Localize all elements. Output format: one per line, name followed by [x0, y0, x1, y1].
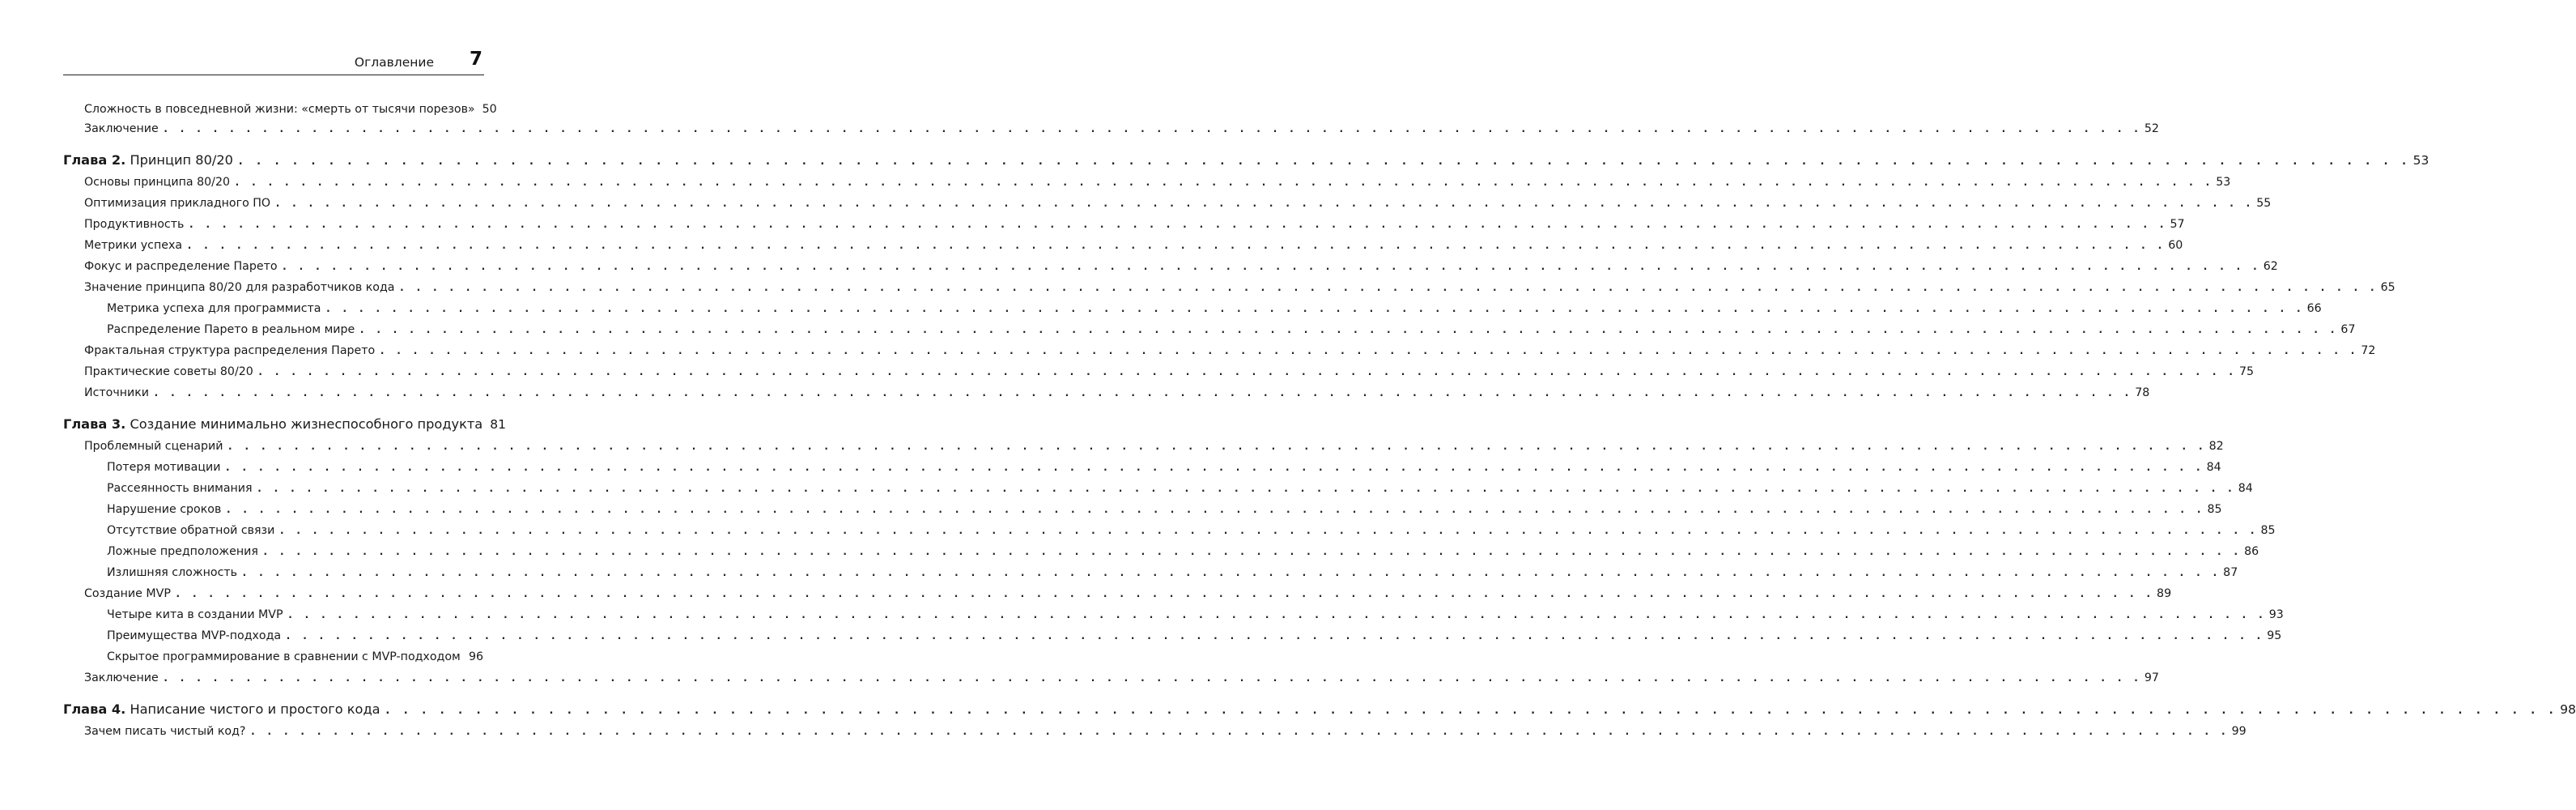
toc-entry[interactable] [84, 194, 2272, 213]
chapter-number: Глава 4. [63, 701, 126, 717]
toc-entry[interactable] [84, 279, 2395, 297]
dot-leader: . . . . . . . . . . . . . . . . . . . . . . . . . . . . . . . . . . . . . . . . . . . . . . . . . . . . . . . . . . . . . . . . . . . . . . . . . . . . . . . . . . . . . . . . . . . . . . . . . . . . . . . . . . . . . . . . . . . . . . . . [227, 441, 2206, 453]
toc-entry[interactable] [84, 120, 2159, 139]
dot-leader: . . . . . . . . . . . . . . . . . . . . . . . . . . . . . . . . . . . . . . . . . . . . . . . . . . . . . . . . . . . . . . . . . . . . . . . . . . . . . . . . . . . . . . . . . . . . . . . . . . . . . . . . . . . . . . . . . . . . . . . . [384, 704, 2557, 717]
toc-entry-label [84, 279, 394, 296]
toc-page-number: 81 [490, 417, 506, 432]
dot-leader: . . . . . . . . . . . . . . . . . . . . . . . . . . . . . . . . . . . . . . . . . . . . . . . . . . . . . . . . . . . . . . . . . . . . . . . . . . . . . . . . . . . . . . . . . . . . . . . . . . . . . . . . . . . . . . . . . . . . . . . . [186, 240, 2166, 252]
toc-entry-title: Четыре кита в создании MVP [107, 608, 283, 621]
toc-entry-label [84, 363, 253, 381]
dot-leader: . . . . . . . . . . . . . . . . . . . . . . . . . . . . . . . . . . . . . . . . . . . . . . . . . . . . . . . . . . . . . . . . . . . . . . . . . . . . . . . . . . . . . . . . . . . . . . . . . . . . . . . . . . . . . . . . . . . . . . . . [281, 261, 2260, 273]
toc-entry-label [84, 215, 184, 233]
toc-entry-label [63, 701, 380, 718]
toc-page-number: 84 [2238, 482, 2253, 495]
toc-page-number: 53 [2412, 153, 2429, 168]
toc-entry-title: Практические советы 80/20 [84, 365, 253, 378]
toc-entry-label [107, 648, 461, 666]
toc-entry-label [107, 627, 281, 645]
toc-entry[interactable] [107, 501, 2222, 519]
toc-page-number: 60 [2168, 239, 2183, 252]
toc-entry[interactable] [107, 564, 2238, 582]
toc-page-number: 62 [2263, 260, 2278, 273]
toc-chapter-entry[interactable] [63, 416, 506, 434]
toc-entry[interactable] [107, 300, 2322, 318]
toc-entry-title: Фокус и распределение Парето [84, 260, 278, 273]
page-number: 7 [469, 49, 482, 70]
toc-page-number: 67 [2340, 323, 2356, 336]
dot-leader: . . . . . . . . . . . . . . . . . . . . . . . . . . . . . . . . . . . . . . . . . . . . . . . . . . . . . . . . . . . . . . . . . . . . . . . . . . . . . . . . . . . . . . . . . . . . . . . . . . . . . . . . . . . . . . . . . . . . . . . . [257, 366, 2236, 378]
toc-entry[interactable] [84, 215, 2185, 234]
dot-leader: . . . . . . . . . . . . . . . . . . . . . . . . . . . . . . . . . . . . . . . . . . . . . . . . . . . . . . . . . . . . . . . . . . . . . . . . . . . . . . . . . . . . . . . . . . . . . . . . . . . . . . . . . . . . . . . . . . . . . . . . [225, 504, 2204, 516]
toc-entry-title: Нарушение сроков [107, 503, 222, 516]
header-title: Оглавление [354, 55, 434, 70]
toc-entry-title: Создание MVP [84, 587, 171, 600]
toc-page-number: 84 [2206, 461, 2221, 474]
toc-entry-title: Создание минимально жизнеспособного продукта [130, 416, 483, 432]
toc-entry-title: Распределение Парето в реальном мире [107, 323, 355, 336]
toc-entry[interactable] [107, 543, 2259, 561]
toc-entry[interactable] [107, 480, 2253, 498]
toc-entry-title: Потеря мотивации [107, 461, 221, 474]
toc-entry[interactable] [84, 585, 2172, 603]
dot-leader: . . . . . . . . . . . . . . . . . . . . . . . . . . . . . . . . . . . . . . . . . . . . . . . . . . . . . . . . . . . . . . . . . . . . . . . . . . . . . . . . . . . . . . . . . . . . . . . . . . . . . . . . . . . . . . . . . . . . . . . . [261, 546, 2242, 558]
toc-entry-label [84, 237, 182, 254]
dot-leader: . . . . . . . . . . . . . . . . . . . . . . . . . . . . . . . . . . . . . . . . . . . . . . . . . . . . . . . . . . . . . . . . . . . . . . . . . . . . . . . . . . . . . . . . . . . . . . . . . . . . . . . . . . . . . . . . . . . . . . . . [224, 462, 2204, 474]
toc-entry-title: Проблемный сценарий [84, 440, 223, 453]
toc-entry-label [84, 173, 230, 191]
toc-entry[interactable] [107, 321, 2356, 339]
toc-entry-title: Отсутствие обратной связи [107, 524, 275, 537]
toc-page-number: 95 [2267, 629, 2282, 642]
toc-entry-label [107, 501, 221, 518]
toc-entry[interactable] [84, 342, 2376, 360]
toc-entry-label [84, 585, 171, 603]
toc-page-number: 85 [2207, 503, 2222, 516]
toc-entry-label [107, 458, 220, 476]
toc-page-number: 57 [2170, 218, 2185, 231]
dot-leader: . . . . . . . . . . . . . . . . . . . . . . . . . . . . . . . . . . . . . . . . . . . . . . . . . . . . . . . . . . . . . . . . . . . . . . . . . . . . . . . . . . . . . . . . . . . . . . . . . . . . . . . . . . . . . . . . . . . . . . . . [285, 630, 2264, 642]
dot-leader: . . . . . . . . . . . . . . . . . . . . . . . . . . . . . . . . . . . . . . . . . . . . . . . . . . . . . . . . . . . . . . . . . . . . . . . . . . . . . . . . . . . . . . . . . . . . . . . . . . . . . . . . . . . . . . . . . . . . . . . . [236, 155, 2410, 168]
toc-entry-label [84, 723, 245, 740]
toc-entry-label [84, 342, 375, 360]
toc-entry-title: Значение принципа 80/20 для разработчиков кода [84, 281, 395, 294]
toc-page-number: 89 [2157, 587, 2172, 600]
toc-entry-title: Метрики успеха [84, 239, 183, 252]
toc-entry-title: Преимущества MVP-подхода [107, 629, 282, 642]
dot-leader: . . . . . . . . . . . . . . . . . . . . . . . . . . . . . . . . . . . . . . . . . . . . . . . . . . . . . . . . . . . . . . . . . . . . . . . . . . . . . . . . . . . . . . . . . . . . . . . . . . . . . . . . . . . . . . . . . . . . . . . . [274, 198, 2254, 210]
chapter-number: Глава 2. [63, 152, 126, 168]
toc-entry-label [107, 300, 321, 318]
dot-leader: . . . . . . . . . . . . . . . . . . . . . . . . . . . . . . . . . . . . . . . . . . . . . . . . . . . . . . . . . . . . . . . . . . . . . . . . . . . . . . . . . . . . . . . . . . . . . . . . . . . . . . . . . . . . . . . . . . . . . . . . [359, 324, 2338, 336]
toc-entry[interactable] [84, 237, 2183, 255]
toc-entry-title: Скрытое программирование в сравнении с MVP-подходом [107, 650, 461, 663]
toc-entry-title: Написание чистого и простого кода [130, 701, 380, 717]
toc-page-number: 93 [2268, 608, 2284, 621]
toc-entry[interactable] [84, 669, 2159, 688]
dot-leader: . . . . . . . . . . . . . . . . . . . . . . . . . . . . . . . . . . . . . . . . . . . . . . . . . . . . . . . . . . . . . . . . . . . . . . . . . . . . . . . . . . . . . . . . . . . . . . . . . . . . . . . . . . . . . . . . . . . . . . . . [162, 672, 2141, 684]
toc-entry-label [84, 384, 149, 402]
toc-entry-title: Заключение [84, 671, 159, 684]
dot-leader: . . . . . . . . . . . . . . . . . . . . . . . . . . . . . . . . . . . . . . . . . . . . . . . . . . . . . . . . . . . . . . . . . . . . . . . . . . . . . . . . . . . . . . . . . . . . . . . . . . . . . . . . . . . . . . . . . . . . . . . . [153, 387, 2132, 399]
toc-entry-label [84, 120, 159, 138]
toc-entry[interactable] [107, 522, 2276, 540]
toc-entry-label [107, 606, 283, 624]
dot-leader: . . . . . . . . . . . . . . . . . . . . . . . . . . . . . . . . . . . . . . . . . . . . . . . . . . . . . . . . . . . . . . . . . . . . . . . . . . . . . . . . . . . . . . . . . . . . . . . . . . . . . . . . . . . . . . . . . . . . . . . . [241, 567, 2221, 579]
toc-entry-title: Рассеянность внимания [107, 482, 253, 495]
toc-chapter-entry[interactable] [63, 151, 2429, 170]
toc-entry-title: Зачем писать чистый код? [84, 725, 246, 738]
dot-leader: . . . . . . . . . . . . . . . . . . . . . . . . . . . . . . . . . . . . . . . . . . . . . . . . . . . . . . . . . . . . . . . . . . . . . . . . . . . . . . . . . . . . . . . . . . . . . . . . . . . . . . . . . . . . . . . . . . . . . . . . [325, 303, 2304, 315]
toc-page-number: 53 [2216, 176, 2231, 189]
toc-page-number: 72 [2361, 344, 2376, 357]
toc-entry-label [107, 480, 253, 497]
toc-entry-label [84, 258, 278, 275]
toc-page-number: 86 [2244, 545, 2259, 558]
toc-entry[interactable] [84, 723, 2247, 741]
dot-leader: . . . . . . . . . . . . . . . . . . . . . . . . . . . . . . . . . . . . . . . . . . . . . . . . . . . . . . . . . . . . . . . . . . . . . . . . . . . . . . . . . . . . . . . . . . . . . . . . . . . . . . . . . . . . . . . . . . . . . . . . [174, 588, 2154, 600]
toc-page-number: 66 [2306, 302, 2322, 315]
toc-entry[interactable] [107, 627, 2282, 646]
toc-entry[interactable] [84, 258, 2278, 276]
toc-entry[interactable] [84, 173, 2231, 192]
toc-entry-label [84, 194, 270, 212]
toc-entry-label [84, 437, 223, 455]
dot-leader: . . . . . . . . . . . . . . . . . . . . . . . . . . . . . . . . . . . . . . . . . . . . . . . . . . . . . . . . . . . . . . . . . . . . . . . . . . . . . . . . . . . . . . . . . . . . . . . . . . . . . . . . . . . . . . . . . . . . . . . . [287, 609, 2266, 621]
toc-entry-title: Заключение [84, 122, 159, 135]
toc-page-number: 65 [2380, 281, 2395, 294]
toc-entry-title: Оптимизация прикладного ПО [84, 197, 271, 210]
toc-entry-label [107, 522, 274, 539]
toc-page-number: 55 [2256, 197, 2272, 210]
toc-page-number: 98 [2560, 702, 2576, 717]
toc-entry-title: Источники [84, 386, 150, 399]
toc-page-number: 99 [2231, 725, 2247, 738]
toc-entry-label [84, 100, 475, 118]
toc-entry-title: Излишняя сложность [107, 566, 237, 579]
toc-entry-label [107, 543, 258, 561]
toc-entry-title: Продуктивность [84, 218, 185, 231]
dot-leader: . . . . . . . . . . . . . . . . . . . . . . . . . . . . . . . . . . . . . . . . . . . . . . . . . . . . . . . . . . . . . . . . . . . . . . . . . . . . . . . . . . . . . . . . . . . . . . . . . . . . . . . . . . . . . . . . . . . . . . . . [379, 345, 2358, 357]
toc-entry[interactable] [107, 458, 2221, 477]
dot-leader: . . . . . . . . . . . . . . . . . . . . . . . . . . . . . . . . . . . . . . . . . . . . . . . . . . . . . . . . . . . . . . . . . . . . . . . . . . . . . . . . . . . . . . . . . . . . . . . . . . . . . . . . . . . . . . . . . . . . . . . . [398, 282, 2378, 294]
toc-page-number: 82 [2208, 440, 2224, 453]
toc-entry[interactable] [84, 363, 2255, 382]
dot-leader: . . . . . . . . . . . . . . . . . . . . . . . . . . . . . . . . . . . . . . . . . . . . . . . . . . . . . . . . . . . . . . . . . . . . . . . . . . . . . . . . . . . . . . . . . . . . . . . . . . . . . . . . . . . . . . . . . . . . . . . . [234, 177, 2213, 189]
toc-page-number: 96 [468, 650, 483, 663]
toc-entry[interactable] [107, 606, 2284, 625]
toc-entry-title: Сложность в повседневной жизни: «смерть от тысячи порезов» [84, 103, 475, 116]
toc-chapter-entry[interactable] [63, 701, 2576, 719]
toc-page-number: 87 [2223, 566, 2238, 579]
dot-leader: . . . . . . . . . . . . . . . . . . . . . . . . . . . . . . . . . . . . . . . . . . . . . . . . . . . . . . . . . . . . . . . . . . . . . . . . . . . . . . . . . . . . . . . . . . . . . . . . . . . . . . . . . . . . . . . . . . . . . . . . [256, 483, 2235, 495]
dot-leader: . . . . . . . . . . . . . . . . . . . . . . . . . . . . . . . . . . . . . . . . . . . . . . . . . . . . . . . . . . . . . . . . . . . . . . . . . . . . . . . . . . . . . . . . . . . . . . . . . . . . . . . . . . . . . . . . . . . . . . . . [278, 525, 2258, 537]
toc-entry[interactable] [107, 648, 483, 667]
toc-entry-label [107, 321, 355, 339]
toc-entry-title: Принцип 80/20 [130, 152, 233, 168]
toc-page-number: 85 [2260, 524, 2276, 537]
dot-leader: . . . . . . . . . . . . . . . . . . . . . . . . . . . . . . . . . . . . . . . . . . . . . . . . . . . . . . . . . . . . . . . . . . . . . . . . . . . . . . . . . . . . . . . . . . . . . . . . . . . . . . . . . . . . . . . . . . . . . . . . [188, 219, 2167, 231]
toc-entry-title: Метрика успеха для программиста [107, 302, 321, 315]
toc-entry[interactable] [84, 100, 497, 119]
toc-page-number: 52 [2144, 122, 2159, 135]
toc-entry-title: Основы принципа 80/20 [84, 176, 231, 189]
dot-leader: . . . . . . . . . . . . . . . . . . . . . . . . . . . . . . . . . . . . . . . . . . . . . . . . . . . . . . . . . . . . . . . . . . . . . . . . . . . . . . . . . . . . . . . . . . . . . . . . . . . . . . . . . . . . . . . . . . . . . . . . [249, 726, 2229, 738]
running-header [63, 45, 484, 75]
toc-entry-title: Ложные предположения [107, 545, 258, 558]
chapter-number: Глава 3. [63, 416, 126, 432]
toc-page-number: 78 [2135, 386, 2150, 399]
toc-page-number: 50 [482, 103, 497, 116]
toc-entry-label [63, 151, 233, 169]
toc-page-number: 97 [2144, 671, 2159, 684]
toc-entry-title: Фрактальная структура распределения Парето [84, 344, 376, 357]
toc-entry[interactable] [84, 384, 2150, 403]
toc-entry-label [107, 564, 237, 582]
toc-page-number: 75 [2238, 365, 2255, 378]
toc-entry[interactable] [84, 437, 2224, 456]
toc-entry-label [84, 669, 159, 687]
toc-entry-label [63, 416, 482, 433]
dot-leader: . . . . . . . . . . . . . . . . . . . . . . . . . . . . . . . . . . . . . . . . . . . . . . . . . . . . . . . . . . . . . . . . . . . . . . . . . . . . . . . . . . . . . . . . . . . . . . . . . . . . . . . . . . . . . . . . . . . . . . . . [162, 123, 2141, 135]
